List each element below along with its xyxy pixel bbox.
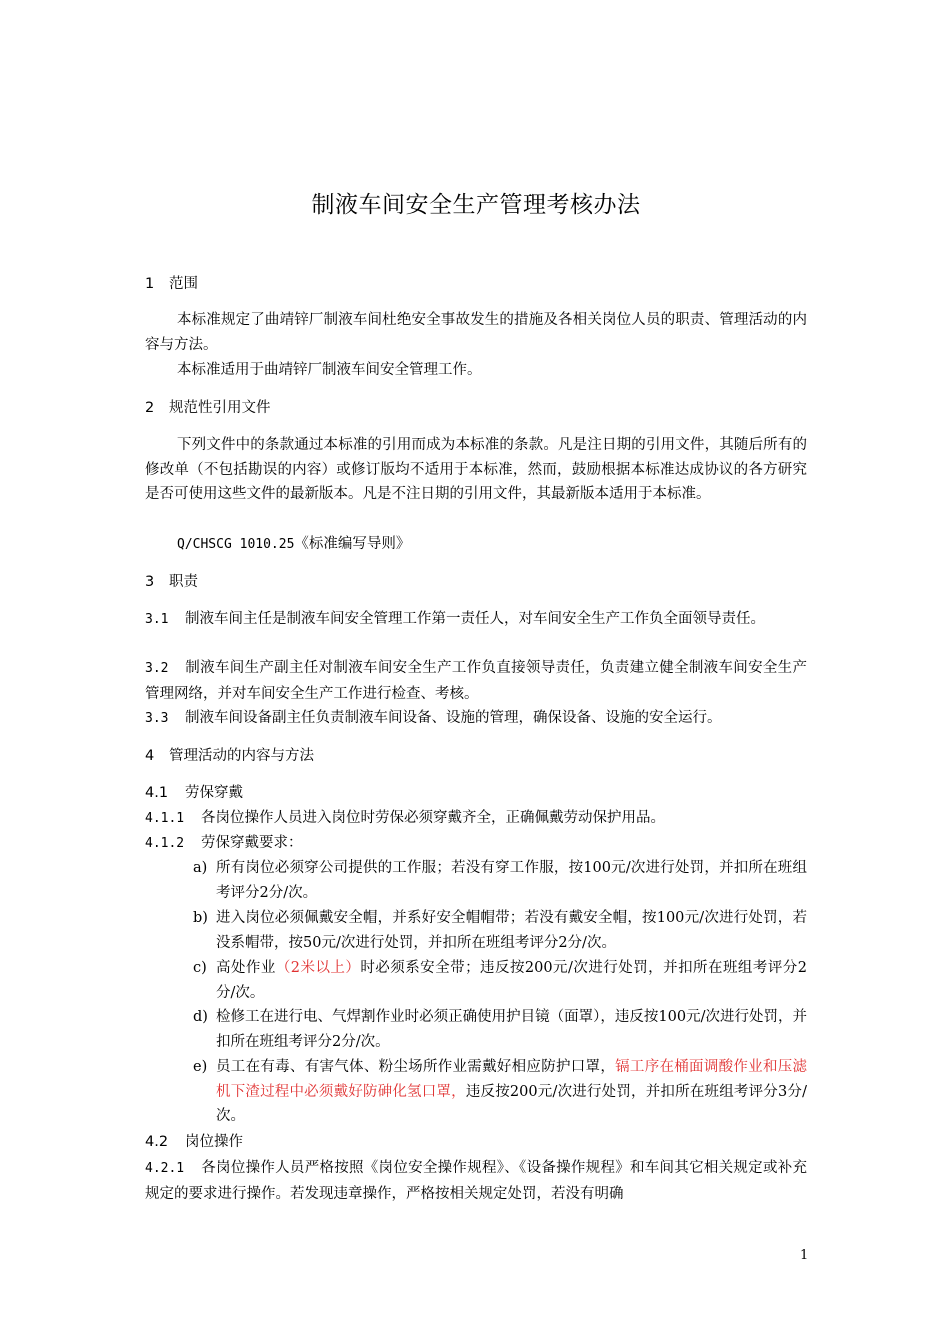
clause-number: 4.1.2 <box>145 836 185 851</box>
clause-number: 4.1.1 <box>145 811 185 826</box>
subsection-number: 4.2 <box>145 1134 169 1150</box>
clause-number: 3.1 <box>145 612 169 627</box>
list-item-d <box>193 1005 807 1054</box>
section-number: 3 <box>145 574 155 590</box>
list-text: 员工在有毒、有害气体、粉尘场所作业需戴好相应防护口罩， <box>216 1059 616 1075</box>
subsection-title: 劳保穿戴 <box>185 785 243 801</box>
list-item-e <box>193 1055 807 1129</box>
highlighted-text: 镉工序在桶面调酸作业和压滤机下渣过程中必须戴好防砷化氢口罩， <box>216 1059 808 1100</box>
clause-number: 4.2.1 <box>145 1161 185 1176</box>
list-label: b) <box>193 910 208 926</box>
clause-text: 制液车间主任是制液车间安全管理工作第一责任人，对车间安全生产工作负全面领导责任。 <box>185 611 765 627</box>
list-text: 进入岗位必须佩戴安全帽，并系好安全帽帽带；若没有戴安全帽，按100元/次进行处罚，若没系帽带，按50元/次进行处罚，并扣所在班组考评分2分/次。 <box>216 910 807 951</box>
clause-text: 劳保穿戴要求： <box>201 835 303 851</box>
list-item-c <box>193 956 807 1005</box>
page-number: 1 <box>800 1248 809 1263</box>
list-label: c) <box>193 960 207 976</box>
clause-text: 制液车间生产副主任对制液车间安全生产工作负直接领导责任，负责建立健全制液车间安全生产管理网络，并对车间安全生产工作进行检查、考核。 <box>145 660 807 702</box>
list-text: 时必须系安全带；违反按200元/次进行处罚，并扣所在班组考评分2分/次。 <box>216 960 807 1001</box>
scope-paragraph-1: 本标准规定了曲靖锌厂制液车间杜绝安全事故发生的措施及各相关岗位人员的职责、管理活动的内容与方法。 <box>145 312 807 353</box>
section-heading-management <box>145 746 314 766</box>
list-item-b <box>193 906 807 955</box>
document-title: 制液车间安全生产管理考核办法 <box>311 192 641 218</box>
subsection-heading-operation <box>145 1132 243 1152</box>
section-title: 管理活动的内容与方法 <box>169 748 314 764</box>
clause-text: 制液车间设备副主任负责制液车间设备、设施的管理，确保设备、设施的安全运行。 <box>185 710 722 726</box>
section-heading-scope <box>145 274 198 294</box>
reference-entry <box>145 532 807 558</box>
clause-3-3 <box>145 706 807 732</box>
list-item-a <box>193 856 807 905</box>
clause-number: 3.2 <box>145 661 169 676</box>
section-heading-references <box>145 398 271 418</box>
clause-3-2 <box>145 656 807 706</box>
clause-number: 3.3 <box>145 711 169 726</box>
list-text: 违反按200元/次进行处罚，并扣所在班组考评分3分/次。 <box>216 1083 807 1124</box>
section-number: 2 <box>145 400 155 416</box>
subsection-number: 4.1 <box>145 785 169 801</box>
clause-4-1-2 <box>145 831 807 857</box>
list-text: 所有岗位必须穿公司提供的工作服；若没有穿工作服，按100元/次进行处罚，并扣所在班组考评分2分/次。 <box>216 860 807 901</box>
clause-text: 各岗位操作人员进入岗位时劳保必须穿戴齐全，正确佩戴劳动保护用品。 <box>201 810 665 826</box>
section-number: 1 <box>145 276 155 292</box>
scope-paragraph-2: 本标准适用于曲靖锌厂制液车间安全管理工作。 <box>177 362 482 378</box>
subsection-title: 岗位操作 <box>185 1134 243 1150</box>
references-paragraph: 下列文件中的条款通过本标准的引用而成为本标准的条款。凡是注日期的引用文件，其随后所有的修改单（不包括勘误的内容）或修订版均不适用于本标准，然而，鼓励根据本标准达成协议的各方研究是否可使用这些文件的最新版本。凡是不注日期的引用文件，其最新版本适用于本标准。 <box>145 437 807 502</box>
list-label: a) <box>193 860 208 876</box>
list-text: 高处作业 <box>216 960 276 976</box>
clause-text: 各岗位操作人员严格按照《岗位安全操作规程》、《设备操作规程》和车间其它相关规定或补充规定的要求进行操作。若发现违章操作，严格按相关规定处罚，若没有明确 <box>145 1160 807 1202</box>
section-number: 4 <box>145 748 155 764</box>
clause-4-2-1 <box>145 1156 807 1206</box>
highlighted-text: （2米以上） <box>275 960 361 976</box>
section-title: 范围 <box>169 276 198 292</box>
list-text: 检修工在进行电、气焊割作业时必须正确使用护目镜（面罩），违反按100元/次进行处罚，并扣所在班组考评分2分/次。 <box>216 1009 807 1050</box>
section-heading-duties <box>145 572 198 592</box>
document-page <box>145 0 807 1344</box>
clause-3-1 <box>145 607 807 633</box>
list-label: d) <box>193 1009 208 1025</box>
subsection-heading-ppe <box>145 783 243 803</box>
reference-name: 《标准编写导则》 <box>294 536 411 552</box>
section-title: 职责 <box>169 574 198 590</box>
list-label: e) <box>193 1059 208 1075</box>
clause-4-1-1 <box>145 806 807 832</box>
reference-code: Q/CHSCG 1010.25 <box>177 537 295 552</box>
section-title: 规范性引用文件 <box>169 400 271 416</box>
